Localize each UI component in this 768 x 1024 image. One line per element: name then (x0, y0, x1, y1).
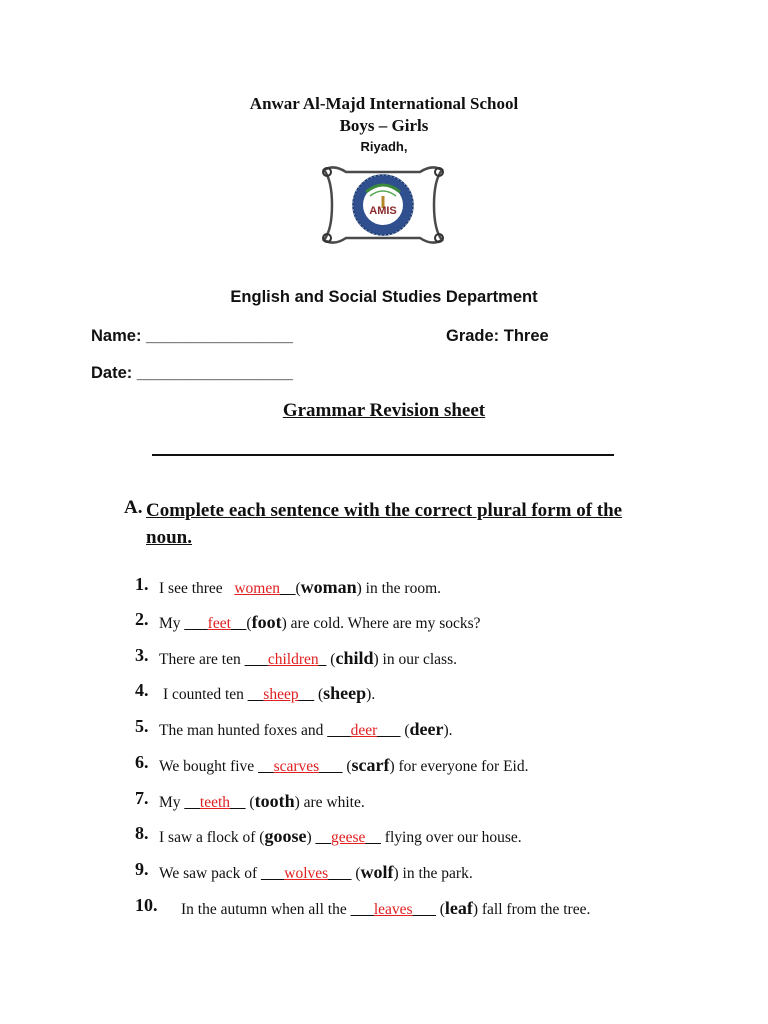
question-suffix: ) for everyone for Eid. (389, 758, 529, 775)
logo-text: AMIS (369, 205, 397, 217)
name-field: Name: ________________ (91, 327, 293, 345)
question-number: 6. (135, 752, 149, 772)
question-prefix: In the autumn when all the (181, 901, 347, 918)
question-number: 7. (135, 788, 149, 808)
blank-before: __ (184, 794, 200, 811)
question-suffix: ). (443, 722, 453, 739)
answer-text: sheep (263, 686, 299, 703)
school-city: Riyadh, (360, 139, 408, 154)
answer-text: women (234, 580, 280, 597)
noun-word: woman (300, 577, 357, 597)
answer-text: teeth (199, 794, 231, 811)
noun-word: goose (264, 826, 307, 846)
blank-after: ___ (412, 901, 436, 918)
blank-after: __ (230, 794, 246, 811)
question-suffix: ) are cold. Where are my socks? (281, 615, 481, 632)
noun-word: foot (251, 612, 282, 632)
answer-text: feet (207, 615, 231, 632)
noun-word: child (335, 648, 374, 668)
question-suffix: flying over our house. (384, 829, 522, 846)
noun-word: deer (409, 719, 444, 739)
school-subtitle: Boys – Girls (339, 116, 429, 135)
question-suffix: ) fall from the tree. (472, 901, 591, 918)
question-number: 5. (135, 716, 149, 736)
blank-before: __ (247, 686, 264, 703)
noun-word: scarf (351, 755, 390, 775)
question-suffix: ) in the room. (356, 580, 442, 597)
question-suffix: ) in our class. (373, 651, 457, 668)
question-prefix: My (159, 615, 181, 632)
noun-word: tooth (254, 791, 295, 811)
noun-word: sheep (323, 683, 367, 703)
section-letter: A. (124, 497, 143, 518)
question-prefix: We saw pack of (159, 865, 258, 882)
answer-text: wolves (284, 865, 329, 882)
answer-text: geese (331, 829, 366, 846)
question-number: 9. (135, 859, 149, 879)
blank-after: ___ (328, 865, 352, 882)
blank-after: _ (318, 651, 327, 668)
date-field: Date: _________________ (91, 364, 293, 382)
question-number: 4. (135, 680, 149, 700)
blank-before: __ (315, 829, 331, 846)
blank-before: ___ (350, 901, 374, 918)
blank-before: ___ (244, 651, 268, 668)
answer-text: leaves (373, 901, 413, 918)
question-prefix: My (159, 794, 181, 811)
sheet-title-text: Grammar Revision sheet (282, 400, 486, 421)
blank-after: __ (230, 615, 247, 632)
school-logo (318, 162, 448, 248)
question-suffix: ) in the park. (393, 865, 473, 882)
question-number: 2. (135, 609, 149, 629)
question-prefix: I see three (159, 580, 223, 597)
divider-line (152, 454, 614, 456)
blank-after: __ (298, 686, 315, 703)
blank-before: ___ (327, 722, 351, 739)
noun-word: wolf (360, 862, 394, 882)
noun-word: leaf (444, 898, 473, 918)
blank-after: ___ (319, 758, 343, 775)
blank-before: __ (258, 758, 274, 775)
question-prefix: I counted ten (163, 686, 244, 703)
question-prefix: I saw a flock of ( (159, 829, 265, 846)
grade-field: Grade: Three (446, 327, 549, 345)
answer-text: deer (350, 722, 378, 739)
section-instruction: Complete each sentence with the correct plural form of the noun. (146, 500, 623, 548)
blank-before: ___ (184, 615, 208, 632)
department-title: English and Social Studies Department (230, 288, 538, 306)
question-number: 1. (135, 574, 149, 594)
question-prefix: There are ten (159, 651, 241, 668)
answer-text: children (267, 651, 319, 668)
question-prefix: The man hunted foxes and (159, 722, 324, 739)
question-prefix: We bought five (159, 758, 255, 775)
blank-after: __ (279, 580, 296, 597)
sheet-title (0, 400, 768, 422)
question-number: 10. (135, 895, 158, 915)
blank-after: ___ (377, 722, 401, 739)
blank-before: ___ (261, 865, 285, 882)
question-number: 3. (135, 645, 149, 665)
blank-after: __ (365, 829, 381, 846)
school-name: Anwar Al-Majd International School (249, 94, 519, 113)
question-suffix: ) are white. (294, 794, 365, 811)
answer-text: scarves (273, 758, 320, 775)
question-suffix: ). (366, 686, 376, 703)
school-logo-icon (318, 162, 448, 248)
question-number: 8. (135, 823, 149, 843)
